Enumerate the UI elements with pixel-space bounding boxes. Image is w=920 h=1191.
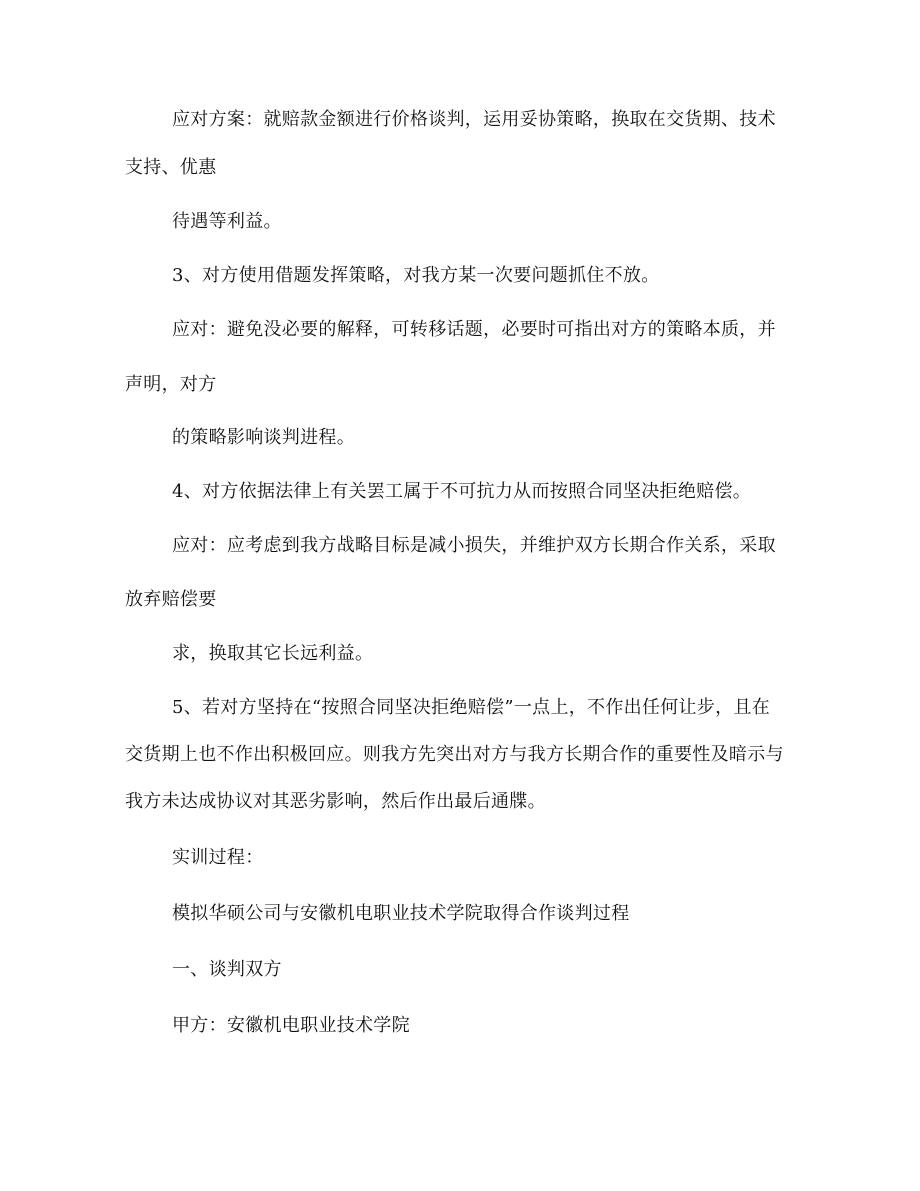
paragraph-line: 应对方案：就赔款金额进行价格谈判，运用妥协策略，换取在交货期、技术	[172, 109, 776, 130]
paragraph-line: 我方未达成协议对其恶劣影响，然后作出最后通牒。	[125, 791, 546, 812]
paragraph-line: 声明，对方	[125, 374, 217, 395]
paragraph-line: 应对：应考虑到我方战略目标是减小损失，并维护双方长期合作关系，采取	[172, 535, 776, 556]
paragraph-line: 交货期上也不作出积极回应。则我方先突出对方与我方长期合作的重要性及暗示与	[125, 744, 784, 765]
paragraph-line: 的策略影响谈判进程。	[172, 427, 355, 448]
paragraph-line: 3、对方使用借题发挥策略，对我方某一次要问题抓住不放。	[172, 265, 660, 286]
paragraph-line: 模拟华硕公司与安徽机电职业技术学院取得合作谈判过程	[172, 903, 630, 924]
paragraph-line: 5、若对方坚持在“按照合同坚决拒绝赔偿”一点上，不作出任何让步，且在	[172, 697, 771, 718]
paragraph-line: 4、对方依据法律上有关罢工属于不可抗力从而按照合同坚决拒绝赔偿。	[172, 481, 752, 502]
section-heading: 一、谈判双方	[172, 959, 282, 980]
paragraph-line: 放弃赔偿要	[125, 589, 217, 610]
paragraph-line: 待遇等利益。	[172, 211, 282, 232]
paragraph-line: 支持、优惠	[125, 157, 217, 178]
paragraph-line: 甲方：安徽机电职业技术学院	[172, 1015, 410, 1036]
paragraph-line: 应对：避免没必要的解释，可转移话题，必要时可指出对方的策略本质，并	[172, 319, 776, 340]
paragraph-line: 求，换取其它长远利益。	[172, 643, 374, 664]
paragraph-line: 实训过程：	[172, 847, 264, 868]
